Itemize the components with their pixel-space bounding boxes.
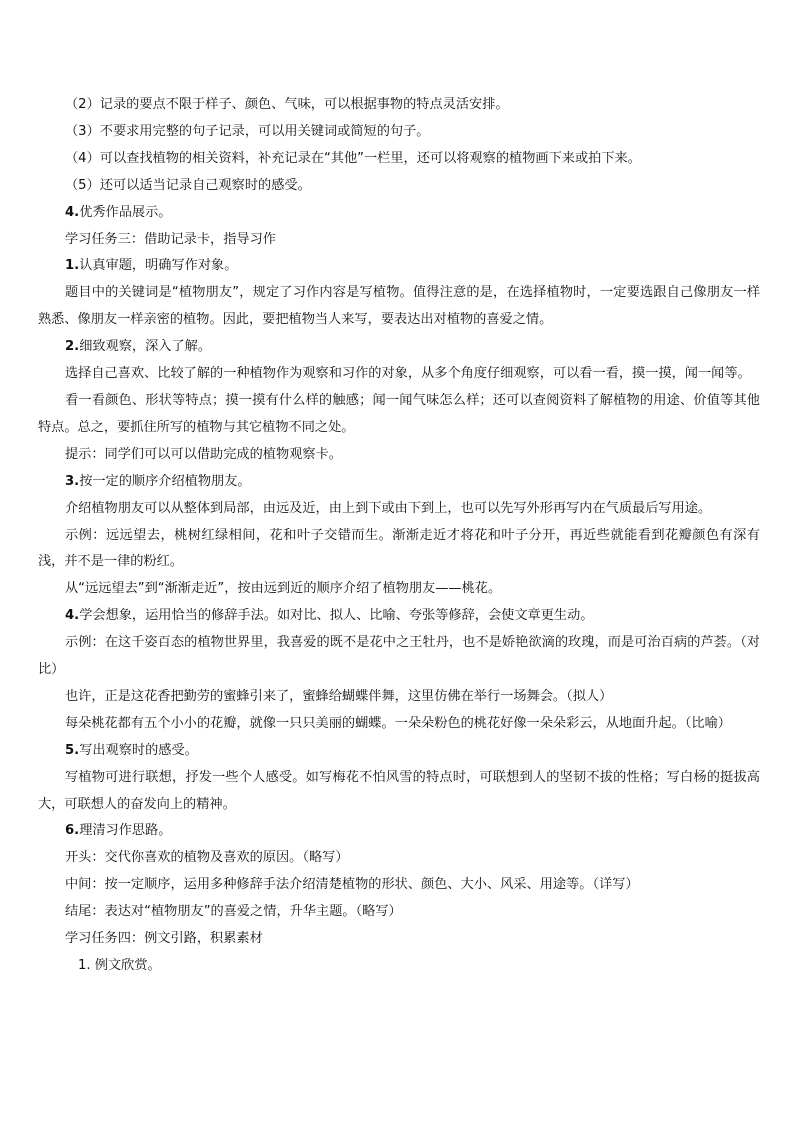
section-heading-4 (38, 200, 760, 227)
note-5: （5）还可以适当记录自己观察时的感受。 (65, 177, 311, 193)
task-heading-3: 学习任务三：借助记录卡，指导习作 (65, 231, 276, 247)
step-heading-2 (38, 334, 760, 361)
paragraph: 写植物可进行联想，抒发一些个人感受。如写梅花不怕风雪的特点时，可联想到人的坚韧不拔的性格；写白杨的挺拔高大，可联想人的奋发向上的精神。 (38, 769, 760, 812)
note-4: （4）可以查找植物的相关资料，补充记录在“其他”一栏里，还可以将观察的植物画下来或拍下来。 (65, 150, 641, 166)
paragraph: 从“远远望去”到“渐渐走近”，按由远到近的顺序介绍了植物朋友——桃花。 (65, 581, 502, 597)
example-paragraph: 也许，正是这花香把勤劳的蜜蜂引来了，蜜蜂给蝴蝶伴舞，这里仿佛在举行一场舞会。（拟人） (65, 688, 613, 704)
step-number: 3. (65, 473, 80, 489)
paragraph: 介绍植物朋友可以从整体到局部，由远及近，由上到下或由下到上，也可以先写外形再写内在气质最后写用途。 (65, 500, 712, 516)
step-title: 细致观察，深入了解。 (79, 339, 212, 355)
step-heading-5 (38, 738, 760, 765)
outline-middle: 中间：按一定顺序，运用多种修辞手法介绍清楚植物的形状、颜色、大小、风采、用途等。（详写） (65, 877, 639, 893)
step-heading-1 (38, 253, 760, 280)
outline-opening: 开头：交代你喜欢的植物及喜欢的原因。（略写） (65, 850, 349, 866)
note-2: （2）记录的要点不限于样子、颜色、气味，可以根据事物的特点灵活安排。 (65, 97, 509, 112)
paragraph: 选择自己喜欢、比较了解的一种植物作为观察和习作的对象，从多个角度仔细观察，可以看一看，摸一摸，闻一闻等。 (65, 366, 751, 382)
outline-ending: 结尾：表达对“植物朋友”的喜爱之情，升华主题。（略写） (65, 904, 402, 920)
step-number: 5. (65, 742, 80, 758)
example-heading: 1. 例文欣赏。 (78, 958, 161, 973)
document-body (38, 92, 760, 980)
step-heading-4 (38, 603, 760, 630)
section-number: 4. (65, 204, 80, 220)
step-title: 按一定的顺序介绍植物朋友。 (79, 473, 251, 489)
paragraph: 题目中的关键词是“植物朋友”，规定了习作内容是写植物。值得注意的是，在选择植物时，一定要选跟自己像朋友一样熟悉、像朋友一样亲密的植物。因此，要把植物当人来写，要表达出对植物的喜爱之情。 (38, 285, 760, 328)
section-title: 优秀作品展示。 (79, 204, 172, 220)
step-title: 写出观察时的感受。 (79, 742, 198, 758)
tip-paragraph: 提示：同学们可以可以借助完成的植物观察卡。 (65, 446, 342, 462)
step-number: 2. (65, 339, 80, 355)
step-title: 理清习作思路。 (79, 823, 172, 839)
step-number: 1. (65, 258, 80, 274)
note-3: （3）不要求用完整的句子记录，可以用关键词或简短的句子。 (65, 123, 430, 139)
example-paragraph: 每朵桃花都有五个小小的花瓣，就像一只只美丽的蝴蝶。一朵朵粉色的桃花好像一朵朵彩云，从地面升起。（比喻） (65, 715, 731, 731)
step-title: 认真审题，明确写作对象。 (79, 258, 238, 274)
step-heading-3 (38, 469, 760, 496)
task-heading-4: 学习任务四：例文引路，积累素材 (65, 931, 263, 947)
example-paragraph: 示例：远远望去，桃树红绿相间，花和叶子交错而生。渐渐走近才将花和叶子分开，再近些就能看到花瓣颜色有深有浅，并不是一律的粉红。 (38, 527, 760, 570)
paragraph: 看一看颜色、形状等特点；摸一摸有什么样的触感；闻一闻气味怎么样；还可以查阅资料了解植物的用途、价值等其他特点。总之，要抓住所写的植物与其它植物不同之处。 (38, 392, 760, 435)
step-number: 6. (65, 823, 80, 839)
example-paragraph: 示例：在这千姿百态的植物世界里，我喜爱的既不是花中之王牡丹，也不是娇艳欲滴的玫瑰，而是可治百病的芦荟。（对比） (38, 635, 760, 678)
step-heading-6 (38, 818, 760, 845)
step-number: 4. (65, 608, 80, 624)
step-title: 学会想象，运用恰当的修辞手法。如对比、拟人、比喻、夸张等修辞，会使文章更生动。 (79, 608, 594, 624)
